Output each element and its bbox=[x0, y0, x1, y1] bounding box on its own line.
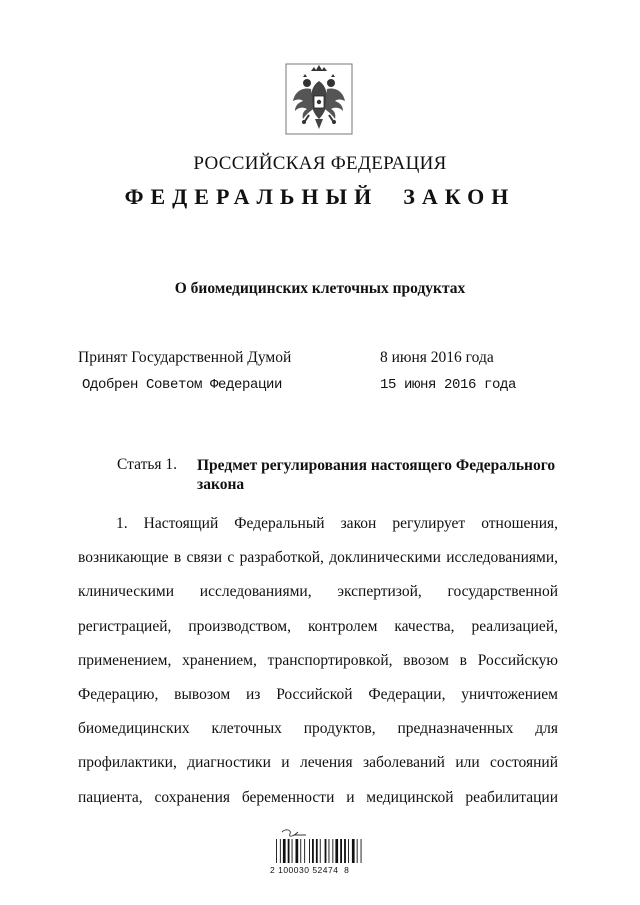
barcode-number: 2 100030 52474 8 bbox=[270, 865, 350, 875]
body-line: применением, хранением, транспортировкой, ввозом в Российскую bbox=[78, 651, 558, 669]
body-line: профилактики, диагностики и лечения заболеваний или состояний bbox=[78, 754, 558, 772]
article-number: Статья 1. bbox=[117, 456, 178, 473]
law-type-heading: ФЕДЕРАЛЬНЫЙ ЗАКОН bbox=[124, 184, 516, 209]
body-line: регистрацией, производством, контролем качества, реализацией, bbox=[78, 617, 558, 635]
adoption-label: Принят Государственной Думой bbox=[78, 349, 292, 366]
country-heading: РОССИЙСКАЯ ФЕДЕРАЦИЯ bbox=[193, 153, 447, 174]
article-body bbox=[78, 507, 558, 815]
adoption-label: Одобрен Советом Федерации bbox=[82, 377, 283, 393]
russian-coat-of-arms-icon bbox=[285, 63, 353, 135]
signature-mark-icon bbox=[282, 830, 306, 836]
body-line: биомедицинских клеточных продуктов, предназначенных для bbox=[78, 720, 558, 738]
body-line: возникающие в связи с разработкой, доклиническими исследованиями, bbox=[78, 549, 558, 567]
body-line: клиническими исследованиями, экспертизой, государственной bbox=[78, 583, 558, 601]
body-line: пациента, сохранения беременности и медицинской реабилитации bbox=[78, 788, 558, 806]
adoption-date: 15 июня 2016 года bbox=[380, 377, 517, 393]
body-line: 1. Настоящий Федеральный закон регулирует отношения, bbox=[116, 515, 558, 532]
law-title: О биомедицинских клеточных продуктах bbox=[174, 280, 466, 297]
body-line: Федерацию, вывозом из Российской Федерации, уничтожением bbox=[78, 685, 558, 703]
adoption-date: 8 июня 2016 года bbox=[380, 349, 494, 366]
article-title: Предмет регулирования настоящего Федерального закона bbox=[197, 457, 556, 493]
